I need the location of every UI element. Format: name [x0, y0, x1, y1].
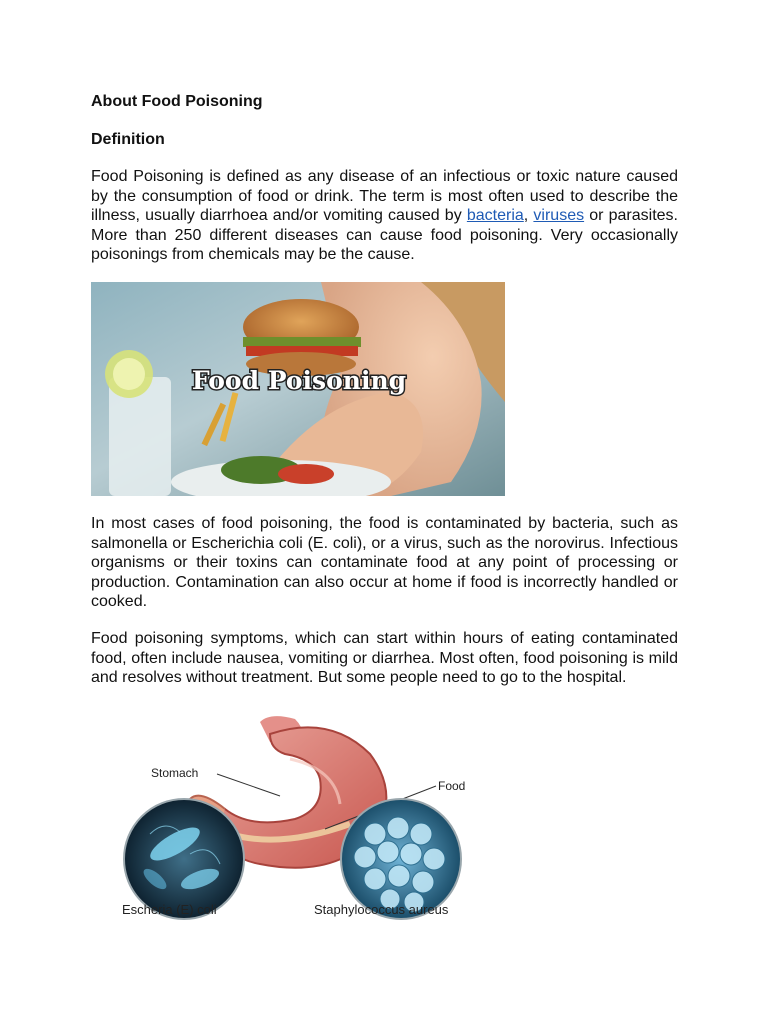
section-heading-definition: Definition — [91, 131, 165, 148]
definition-paragraph — [91, 167, 678, 265]
viruses-link[interactable]: viruses — [533, 207, 585, 224]
definition-text-end: or parasites. More than 250 different diseases can cause food poisoning. Very occasionally poisonings from chemicals may be the cause. — [91, 207, 679, 263]
food-poisoning-photo — [91, 282, 505, 496]
ecoli-label: Escheria (E) coli — [122, 902, 217, 917]
staph-label: Staphylococcus aureus — [314, 902, 449, 917]
stomach-bacteria-diagram — [120, 714, 490, 924]
bacteria-link[interactable]: bacteria — [466, 207, 524, 224]
definition-text-start: Food Poisoning is defined as any disease of an infectious or toxic nature caused by the consumption of food or drink. The term is most often used to describe the illness, usually diarrhoea and/or vomiting caused by — [91, 168, 678, 224]
contamination-paragraph: In most cases of food poisoning, the food is contaminated by bacteria, such as salmonella or Escherichia coli (E. coli), or a virus, such as the norovirus. Infectious organisms or their toxins can contaminate food at any point of processing or production. Contamination can also occur at home if food is incorrectly handled or cooked. — [91, 515, 678, 610]
document-title: About Food Poisoning — [91, 93, 263, 110]
food-label: Food — [438, 779, 466, 793]
photo-caption: Food Poisoning — [191, 366, 407, 395]
symptoms-paragraph: Food poisoning symptoms, which can start within hours of eating contaminated food, often include nausea, vomiting or diarrhea. Most often, food poisoning is mild and resolves without treatment. But some people need to go to the hospital. — [91, 630, 678, 686]
stomach-label: Stomach — [151, 766, 199, 780]
photo-illustration — [91, 282, 505, 496]
link-separator: , — [523, 207, 534, 224]
diagram-illustration — [120, 714, 490, 924]
